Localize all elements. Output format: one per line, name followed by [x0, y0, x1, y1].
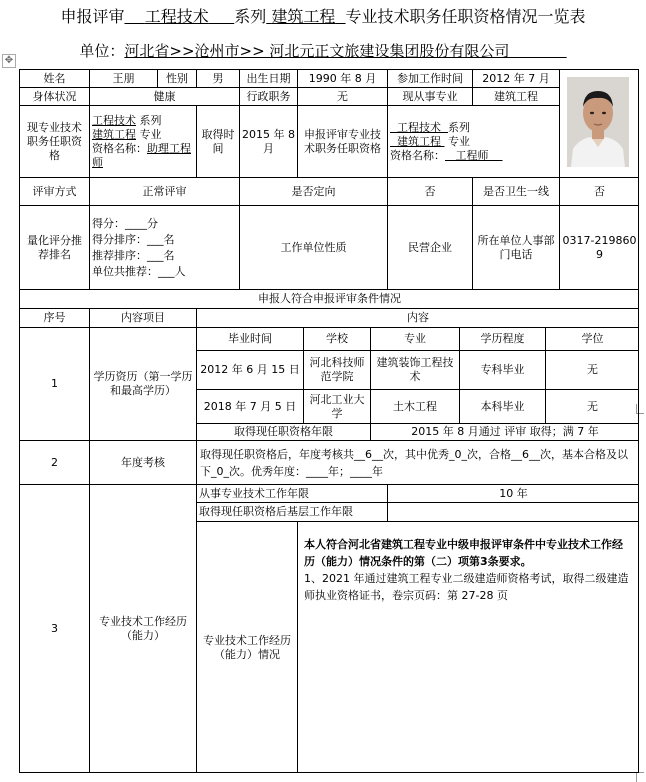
hr-phone-label: 所在单位人事部门电话: [477, 233, 555, 261]
table-row-cell: 河北工业大学: [309, 392, 365, 420]
name-value: 王朋: [112, 71, 135, 85]
assessment-item: 年度考核: [121, 455, 165, 469]
title-specialty: 建筑工程: [271, 7, 336, 26]
qualification-label: 现专业技术职务任职资格: [27, 120, 82, 162]
grassroots-years-label: 取得现任职资格后基层工作年限: [199, 505, 353, 518]
assessment-text: 取得现任职资格后，年度考核共__6__次，其中优秀_0_次，合格__6__次，基本合格及以下_0_次。优秀年度：____年；____年: [200, 447, 628, 478]
experience-item: 专业技术工作经历（能力）: [99, 615, 187, 642]
apply-qualification-label: 申报评审专业技术职务任职资格: [304, 127, 381, 155]
name-label: 姓名: [43, 71, 66, 85]
score-rank-line: 得分排序：___名: [92, 232, 175, 246]
health-label: 身体状况: [32, 89, 77, 103]
table-row-cell: 本科毕业: [480, 399, 525, 413]
qualification-years-value: 2015 年 8 月通过 评审 取得；满 7 年: [411, 425, 599, 438]
current-major-label: 现从事专业: [402, 89, 458, 103]
scoring-values: [90, 206, 239, 289]
review-method-value: 正常评审: [142, 184, 187, 198]
table-row-cell: 无: [587, 399, 598, 413]
margin-mark-bottom: [636, 772, 644, 782]
education-no: 1: [51, 377, 58, 390]
hr-phone-value: 0317-2198609: [562, 233, 637, 261]
admin-label: 行政职务: [246, 89, 291, 103]
qualification-years-label: 取得现任职资格年限: [234, 425, 333, 438]
table-row-cell: 专科毕业: [480, 363, 525, 376]
title-series: 工程技术: [144, 7, 209, 26]
work-start-value: 2012 年 7 月: [482, 71, 550, 85]
table-row-cell: 土木工程: [393, 399, 437, 413]
work-start-label: 参加工作时间: [397, 71, 463, 85]
experience-evidence: 1、2021 年通过建筑工程专业二级建造师资格考试，取得二级建造师执业资格证书，卷宗页码：第 27-28 页: [304, 572, 629, 602]
scoring-label: 量化评分推荐排名: [27, 233, 82, 261]
person-photo: [567, 77, 629, 167]
gender-label: 性别: [166, 71, 188, 85]
table-row-cell: 建筑装饰工程技术: [376, 356, 454, 383]
document-title: 申报评审 工程技术 系列 建筑工程 专业技术职务任职资格情况一览表: [60, 7, 586, 26]
col-no-header: 序号: [43, 311, 66, 324]
apply-qualification: 工程技术 系列 建筑工程 专业 资格名称： 工程师: [390, 120, 489, 162]
table-row-cell: 无: [587, 363, 598, 376]
unit-line: 单位：河北省>>沧州市>> 河北元正文旅建设集团股份有限公司: [79, 42, 510, 60]
col-item-header: 内容项目: [121, 311, 165, 324]
col-content-header: 内容: [407, 311, 429, 324]
experience-years-value: 10 年: [499, 486, 528, 500]
unit-nature-value: 民营企业: [408, 240, 452, 254]
edu-header-degree: 学位: [581, 332, 604, 345]
experience-years-label: 从事专业技术工作年限: [199, 486, 309, 500]
health-line-label: 是否卫生一线: [483, 184, 549, 198]
experience-detail: [298, 522, 639, 773]
directed-label: 是否定向: [291, 184, 336, 198]
unit-nature-label: 工作单位性质: [280, 240, 347, 254]
assessment-no: 2: [51, 455, 58, 469]
experience-statement: 本人符合河北省建筑工程专业中级申报评审条件中专业技术工作经历（能力）情况条件的第（二）项第3条要求。: [304, 538, 623, 568]
edu-header-grad-time: 毕业时间: [228, 332, 272, 345]
edu-header-school: 学校: [326, 332, 348, 345]
experience-detail-label: 专业技术工作经历（能力）情况: [203, 633, 291, 661]
birth-value: 1990 年 8 月: [308, 71, 377, 85]
total-recommend-line: 单位共推荐：___人: [92, 264, 186, 278]
birth-label: 出生日期: [246, 71, 291, 85]
conditions-title: 申报人符合申报评审条件情况: [258, 292, 401, 305]
admin-value: 无: [337, 89, 348, 103]
review-method-label: 评审方式: [32, 184, 77, 198]
health-line-value: 否: [594, 184, 605, 198]
table-row-cell: 河北科技师范学院: [309, 356, 365, 383]
obtain-time-label: 取得时间: [201, 127, 235, 155]
directed-value: 否: [424, 184, 436, 198]
move-handle-icon[interactable]: ✥: [2, 54, 16, 68]
experience-no: 3: [51, 622, 58, 635]
edu-header-level: 学历程度: [480, 332, 525, 345]
current-qualification: 工程技术 系列 建筑工程 专业 资格名称：助理工程师: [92, 113, 191, 169]
score-line: 得分：____分: [92, 216, 158, 230]
obtain-time-value: 2015 年 8 月: [242, 127, 295, 155]
table-row-cell: 2018 年 7 月 5 日: [203, 399, 297, 413]
table-row-cell: 2012 年 6 月 15 日: [200, 363, 300, 376]
health-value: 健康: [153, 89, 176, 103]
gender-value: 男: [212, 71, 224, 85]
grassroots-years-value: [388, 503, 639, 521]
edu-header-major: 专业: [404, 332, 426, 345]
recommend-rank-line: 推荐排序：___名: [92, 248, 175, 262]
education-item: 学历资历（第一学历和最高学历）: [93, 370, 193, 397]
current-major-value: 建筑工程: [494, 89, 538, 103]
